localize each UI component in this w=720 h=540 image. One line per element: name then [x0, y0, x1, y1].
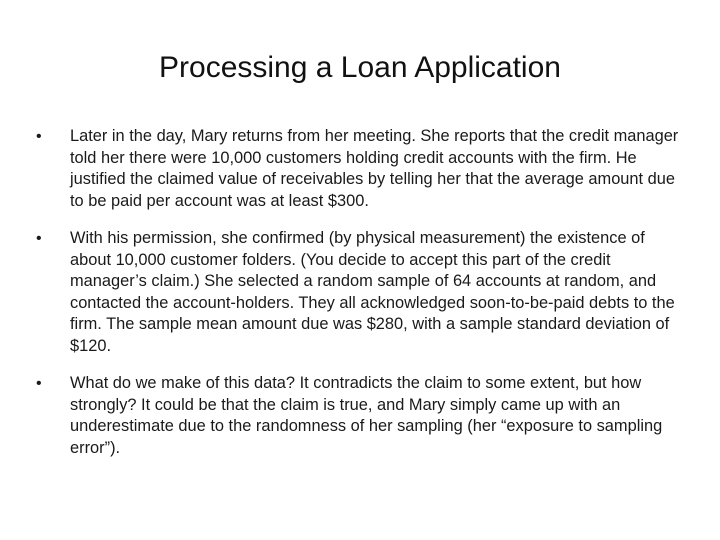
bullet-marker: •: [36, 375, 42, 392]
bullet-item: [36, 228, 686, 357]
bullet-text: Later in the day, Mary returns from her meeting. She reports that the credit manager told her there were 10,000 customers holding credit accounts with the firm. He justified the claimed value of receivables by telling her that the average amount due to be paid per account was at least $300.: [70, 127, 679, 210]
bullet-text: With his permission, she confirmed (by physical measurement) the existence of about 10,000 customer folders. (You decide to accept this part of the credit manager’s claim.) She selected a random sample of 64 accounts at random, and contacted the account-holders. They all acknowledged soon-to-be-paid debts to the firm. The sample mean amount due was $280, with a sample standard deviation of $120.: [70, 229, 675, 355]
bullet-text: What do we make of this data? It contradicts the claim to some extent, but how strongly? It could be that the claim is true, and Mary simply came up with an underestimate due to the randomness of her sampling (her “exposure to sampling error”).: [70, 374, 663, 457]
bullet-item: [36, 126, 686, 212]
bullet-item: [36, 373, 686, 459]
bullet-marker: •: [36, 230, 42, 247]
bullet-list: [36, 126, 686, 475]
bullet-marker: •: [36, 128, 42, 145]
slide-title: Processing a Loan Application: [159, 51, 561, 84]
